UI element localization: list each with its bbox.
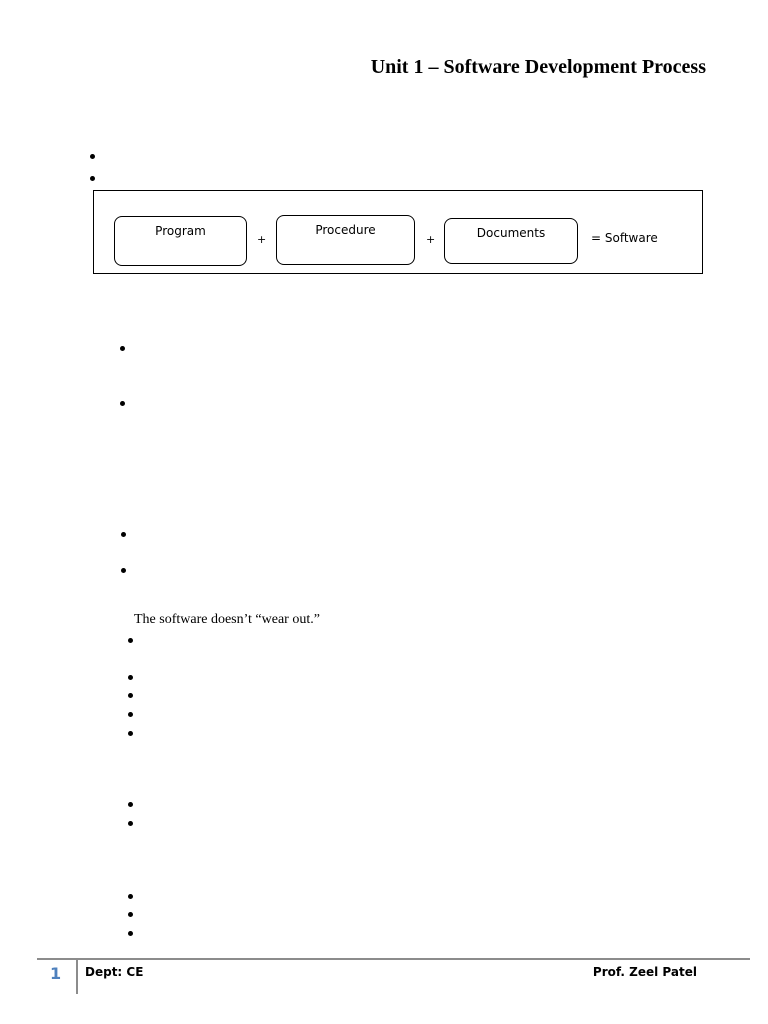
program-box — [114, 216, 247, 266]
list-bullet — [128, 821, 133, 826]
list-bullet — [128, 693, 133, 698]
list-bullet — [128, 931, 133, 936]
footer-separator — [76, 960, 78, 994]
list-bullet — [90, 176, 95, 181]
documents-box — [444, 218, 578, 264]
footer-author: Prof. Zeel Patel — [592, 965, 697, 979]
list-bullet — [128, 712, 133, 717]
list-bullet — [128, 894, 133, 899]
footer-divider — [37, 958, 750, 960]
list-bullet — [128, 912, 133, 917]
footer-department: Dept: CE — [85, 965, 144, 979]
software-equation-diagram — [93, 190, 703, 274]
page-number: 1 — [50, 964, 62, 983]
body-text-line: The software doesn’t “wear out.” — [134, 612, 320, 627]
software-result-label: = Software — [591, 231, 658, 245]
list-bullet — [128, 638, 133, 643]
program-label: Program — [155, 224, 206, 238]
documents-label: Documents — [476, 226, 546, 240]
list-bullet — [120, 401, 125, 406]
procedure-label: Procedure — [315, 223, 376, 237]
list-bullet — [121, 532, 126, 537]
plus-sign: + — [426, 233, 436, 246]
list-bullet — [128, 731, 133, 736]
list-bullet — [90, 154, 95, 159]
plus-sign: + — [257, 233, 267, 246]
list-bullet — [120, 346, 125, 351]
page-title: Unit 1 – Software Development Process — [370, 56, 706, 78]
procedure-box — [276, 215, 415, 265]
list-bullet — [128, 802, 133, 807]
list-bullet — [121, 568, 126, 573]
list-bullet — [128, 675, 133, 680]
